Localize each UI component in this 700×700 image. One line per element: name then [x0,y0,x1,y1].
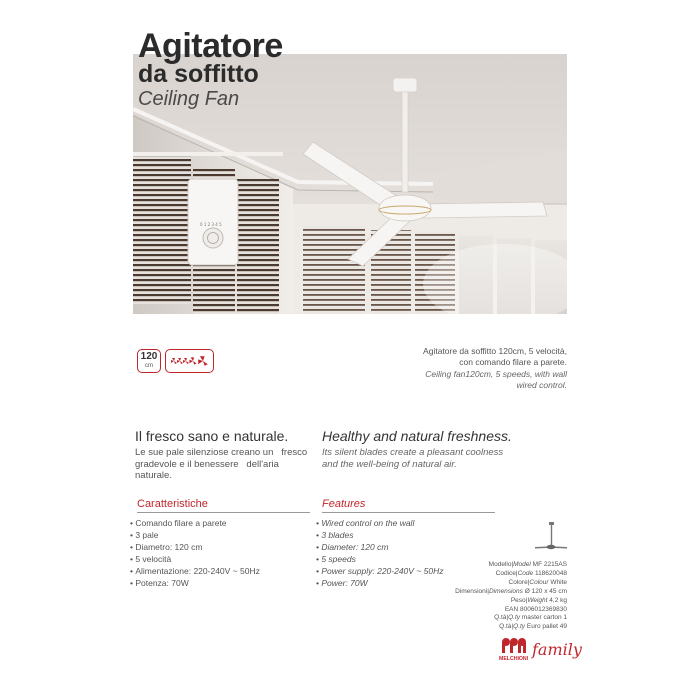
specs-table [455,561,567,632]
headline-english: Healthy and natural freshness. [322,428,512,444]
spec-label-en: Colour [529,578,549,586]
spec-label-it: EAN [504,605,519,613]
description-italian-line: Agitatore da soffitto 120cm, 5 velocità, [423,346,567,356]
spec-label-en: Code [517,569,534,577]
diameter-badge [137,349,161,373]
page-title: Agitatore [138,27,283,65]
spec-label-en: Weight [527,596,548,604]
list-item: • Power: 70W [316,577,444,589]
diameter-badge-unit: cm [145,363,153,369]
body-italian-line: naturale. [135,470,172,481]
logo-script: family [532,640,582,659]
page-title-english: Ceiling Fan [138,88,240,110]
description-italian-line: con comando filare a parete. [459,357,567,367]
spec-value: Euro pallet 49 [526,623,567,631]
description-english-line: wired control. [516,380,567,390]
divider [322,512,495,513]
spec-row: Q.tà|Q.ty Euro pallet 49 [499,623,567,631]
spec-label-it: Dimensioni [455,587,488,595]
diameter-badge-value: 120 [140,351,158,362]
spec-row: Colore|Colour White [508,578,567,586]
speeds-badge [165,349,214,373]
features-title-english: Features [322,498,366,510]
body-italian [135,447,315,482]
description-english-line: Ceiling fan120cm, 5 speeds, with wall [425,369,567,379]
spec-row: Q.tà|Q.ty master carton 1 [494,614,567,622]
headline-italian: Il fresco sano e naturale. [135,428,289,444]
spec-row: Dimensioni|Dimensions Ø 120 x 45 cm [455,587,567,595]
body-italian-line: gradevole e il benessere dell'aria [135,458,279,470]
body-italian-line: Le sue pale silenziose creano un fresco [135,447,308,458]
spec-value: MF 2215AS [532,561,567,568]
spec-row: Modello|Model MF 2215AS [488,561,567,568]
list-item: • 3 pale [130,529,260,541]
spec-value: 4,2 kg [549,596,567,604]
list-item: • 5 speeds [316,553,444,565]
spec-label-it: Q.tà [494,614,507,622]
list-item: • Alimentazione: 220-240V ~ 50Hz [130,565,260,577]
list-item: • 3 blades [316,529,444,541]
description-italian [423,346,567,368]
body-english [322,447,522,470]
spec-label-en: Q.ty [513,623,526,631]
list-item: • 5 velocità [130,553,260,565]
spec-value: 8006012369830 [520,605,567,613]
spec-value: 118620048 [534,569,567,577]
list-item: • Wired control on the wall [316,517,444,529]
spec-label-it: Modello [488,561,512,568]
spec-value: Ø 120 x 45 cm [524,587,567,595]
spec-row [455,606,567,615]
spec-label-it: Peso [510,596,526,604]
ceiling-fan-icon [533,521,569,553]
spec-label-en: Dimensions [488,587,523,595]
features-list-english [316,517,444,589]
body-english-line: and the well-being of natural air. [322,458,457,470]
logo-brand: MELCHIONI [499,656,529,662]
divider [137,512,310,513]
list-item: • Diameter: 120 cm [316,541,444,553]
features-title-italian: Caratteristiche [137,498,208,510]
description-english [425,369,567,391]
spec-label-it: Q.tà [499,623,512,631]
list-item: • Diametro: 120 cm [130,541,260,553]
spec-row: Codice|Code 118620048 [495,569,567,577]
fan-speed-icon [166,350,213,372]
spec-label-en: Model [513,561,531,568]
spec-value: master carton 1 [521,614,567,622]
list-item: • Potenza: 70W [130,577,260,589]
features-list-italian [130,517,260,589]
body-english-line: Its silent blades create a pleasant coolness [322,447,504,458]
list-item: • Comando filare a parete [130,517,260,529]
page-subtitle: da soffitto [138,60,259,88]
spec-label-it: Colore [508,578,528,586]
spec-row: Peso|Weight 4,2 kg [510,596,567,604]
spec-value: White [550,578,567,586]
spec-label-en: Q.ty [508,614,521,622]
list-item: • Power supply: 220-240V ~ 50Hz [316,565,444,577]
melchioni-family-logo [496,633,582,667]
svg-text:0 1 2 3 4 5: 0 1 2 3 4 5 [200,222,222,227]
spec-label-it: Codice [495,569,516,577]
